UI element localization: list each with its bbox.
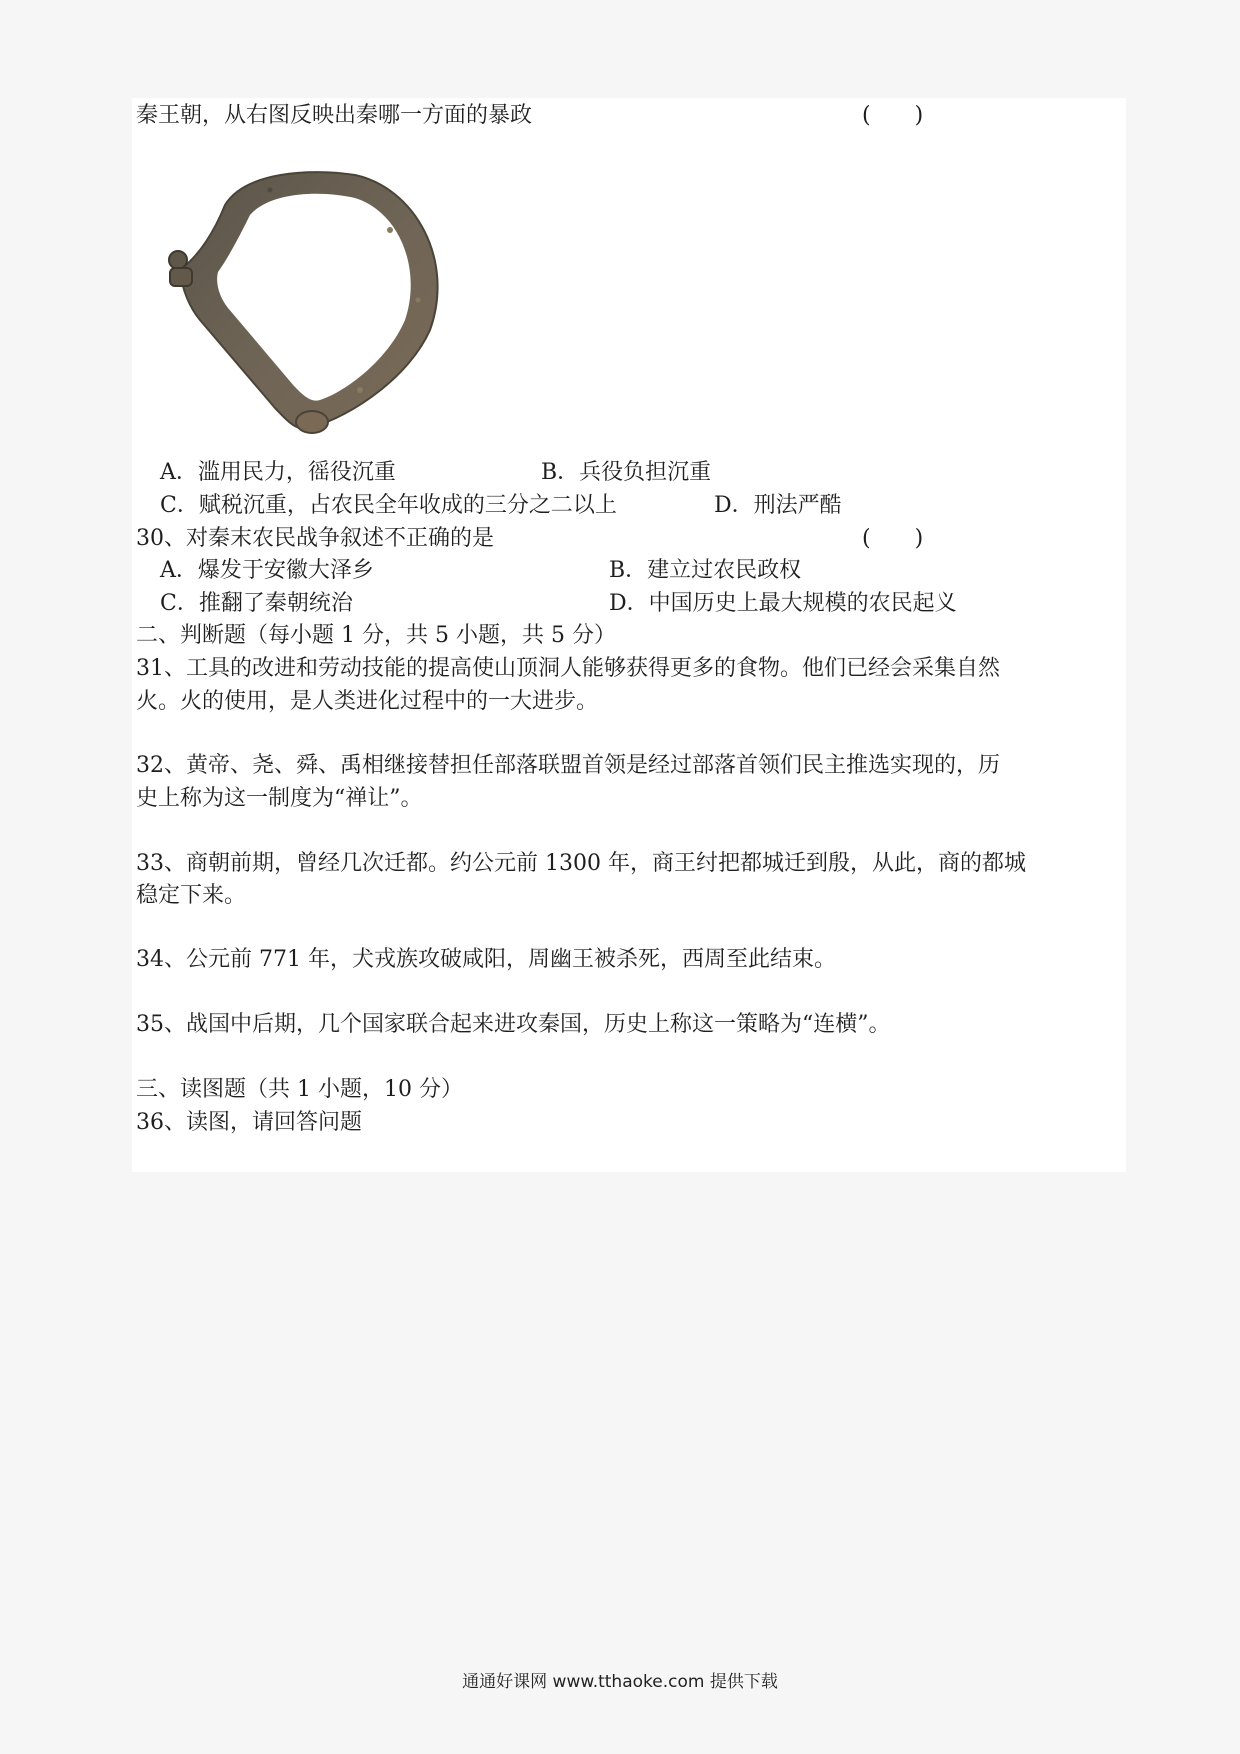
q30-option-d: D．中国历史上最大规模的农民起义 xyxy=(609,591,957,616)
q32-line2: 史上称为这一制度为“禅让”。 xyxy=(136,786,423,811)
q35: 35、战国中后期，几个国家联合起来进攻秦国，历史上称这一策略为“连横”。 xyxy=(136,1012,891,1037)
section2-heading: 二、判断题（每小题 1 分，共 5 小题，共 5 分） xyxy=(136,623,616,648)
page-footer: 通通好课网 www.tthaoke.com 提供下载 xyxy=(462,1672,778,1692)
section3-heading: 三、读图题（共 1 小题，10 分） xyxy=(136,1077,463,1102)
q31-line1: 31、工具的改进和劳动技能的提高使山顶洞人能够获得更多的食物。他们已经会采集自然 xyxy=(136,656,1000,681)
q29-option-c: C．赋税沉重，占农民全年收成的三分之二以上 xyxy=(160,493,617,518)
q30-option-c: C．推翻了秦朝统治 xyxy=(160,591,353,616)
q30-option-b: B．建立过农民政权 xyxy=(609,558,802,583)
q36: 36、读图，请回答问题 xyxy=(136,1110,362,1135)
q29-stem: 秦王朝，从右图反映出秦哪一方面的暴政 xyxy=(136,103,533,128)
q30-option-a: A．爆发于安徽大泽乡 xyxy=(160,558,374,583)
shackle-pin xyxy=(170,268,192,286)
q32-line1: 32、黄帝、尧、舜、禹相继接替担任部落联盟首领是经过部落首领们民主推选实现的，历 xyxy=(136,753,1000,778)
q30-stem: 30、对秦末农民战争叙述不正确的是 xyxy=(136,526,494,551)
q29-option-a: A．滥用民力，徭役沉重 xyxy=(160,460,396,485)
shackle-pin-knob xyxy=(169,251,187,269)
q31-line2: 火。火的使用，是人类进化过程中的一大进步。 xyxy=(136,689,599,714)
q29-option-d: D．刑法严酷 xyxy=(714,493,842,518)
shackle-hinge xyxy=(296,411,328,433)
q34: 34、公元前 771 年，犬戎族攻破咸阳，周幽王被杀死，西周至此结束。 xyxy=(136,947,836,972)
q30-answer-blank: ( ) xyxy=(862,526,924,551)
iron-shackle-artifact-photo xyxy=(160,160,460,445)
q29-option-b: B．兵役负担沉重 xyxy=(541,460,712,485)
q29-answer-blank: ( ) xyxy=(862,103,924,128)
q33-line1: 33、商朝前期，曾经几次迁都。约公元前 1300 年，商王纣把都城迁到殷，从此，商的都城 xyxy=(136,851,1026,876)
q33-line2: 稳定下来。 xyxy=(136,883,247,908)
